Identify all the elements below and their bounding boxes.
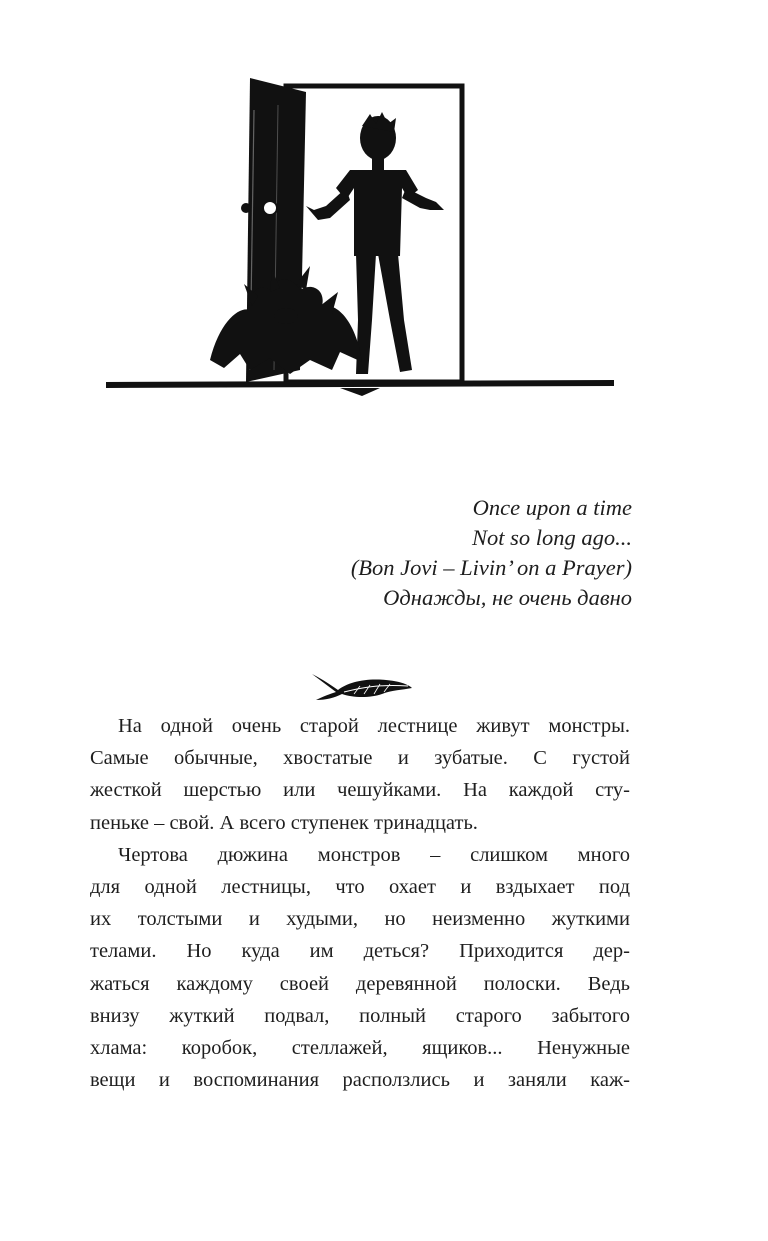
epigraph-line: Once upon a time [472, 495, 632, 520]
text-line: вещи и воспоминания расползлись и заняли каж- [90, 1069, 630, 1092]
doorway-silhouette-image [100, 70, 620, 400]
text-line: На одной очень старой лестнице живут монстры. [118, 715, 630, 737]
text-line: их толстыми и худыми, но неизменно жуткими [90, 908, 630, 931]
paragraph [90, 710, 630, 839]
text-line: жаться каждому своей деревянной полоски. Ведь [90, 972, 630, 995]
doorway-illustration [100, 70, 620, 400]
epigraph-line: Однажды, не очень давно [383, 585, 632, 610]
text-line: для одной лестницы, что охает и вздыхает под [90, 876, 630, 899]
epigraph-line: Not so long ago... [471, 525, 632, 550]
text-line: Чертова дюжина монстров – слишком много [118, 843, 630, 866]
text-line: внизу жуткий подвал, полный старого забытого [90, 1004, 630, 1027]
text-line: хлама: коробок, стеллажей, ящиков... Ненужные [90, 1037, 630, 1060]
epigraph [172, 493, 632, 613]
text-line: жесткой шерстью или чешуйками. На каждой сту- [90, 779, 630, 802]
text-line: телами. Но куда им деться? Приходится дер- [90, 940, 630, 963]
paragraph [90, 839, 630, 1097]
epigraph-line: (Bon Jovi – Livin’ on a Prayer) [350, 555, 632, 580]
text-line: Самые обычные, хвостатые и зубатые. С густой [90, 747, 630, 770]
text-line: пеньке – свой. А всего ступенек тринадцать. [90, 811, 478, 834]
body-text [90, 710, 630, 1096]
feather-icon [304, 664, 416, 704]
